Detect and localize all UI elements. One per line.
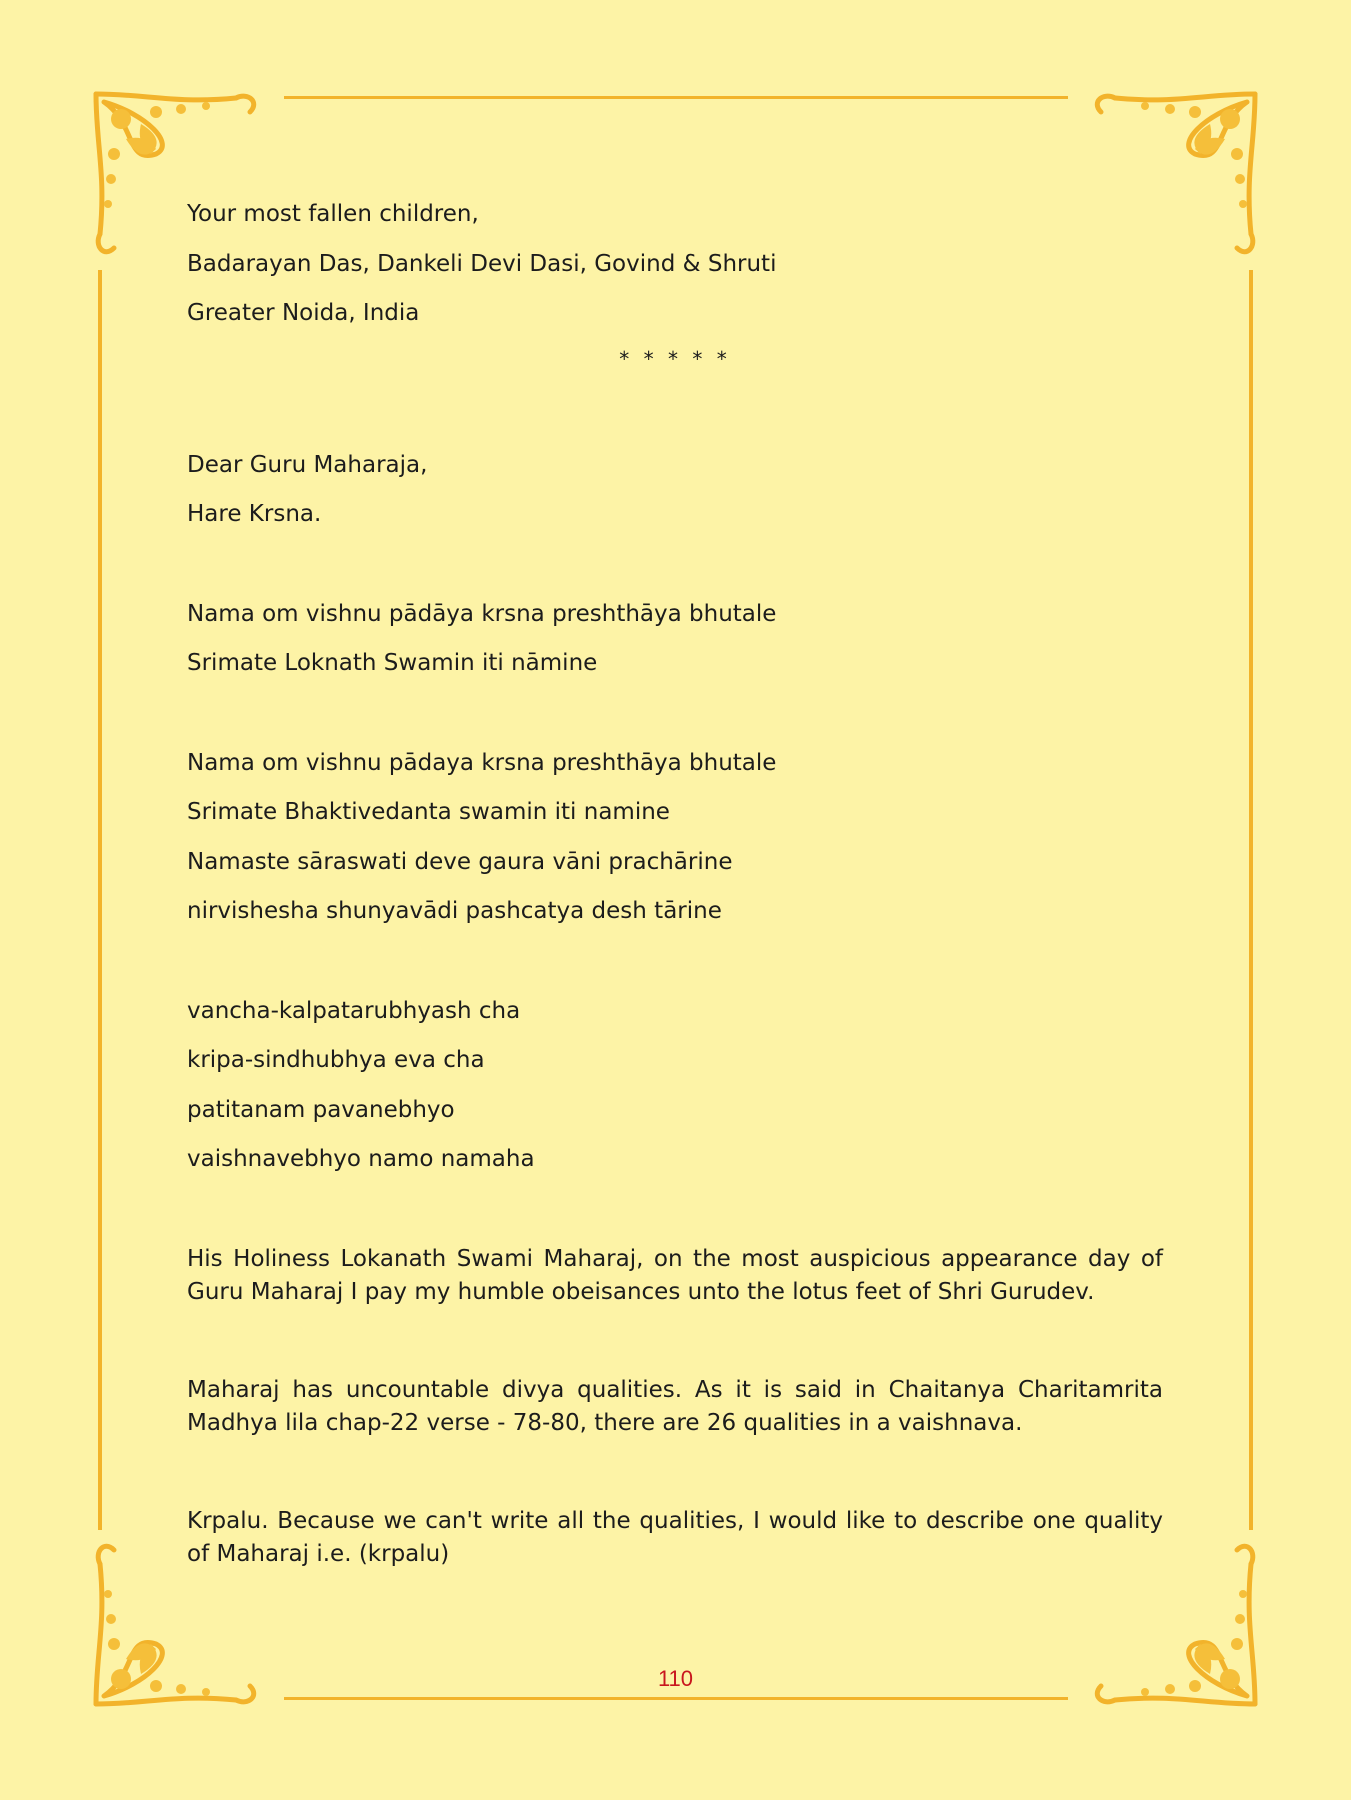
body-paragraph: His Holiness Lokanath Swami Maharaj, on the most auspicious appearance day of Guru Maharaj I pay my humble obeisances unto the lotus feet of Shri Gurudev. xyxy=(187,1245,1163,1305)
border-right xyxy=(1249,270,1253,1530)
border-left xyxy=(98,270,102,1530)
page-content xyxy=(187,196,1163,1636)
border-top xyxy=(284,96,1068,99)
signatories-line: Badarayan Das, Dankeli Devi Dasi, Govind & Shruti xyxy=(187,250,777,277)
greeting: Hare Krsna. xyxy=(187,501,322,527)
prayer-line: Srimate Loknath Swamin iti nāmine xyxy=(187,650,598,676)
section-separator: * * * * * xyxy=(619,346,731,371)
prayer-line: Srimate Bhaktivedanta swamin iti namine xyxy=(187,799,670,825)
prayer-line: vancha-kalpatarubhyash cha xyxy=(187,997,521,1024)
page-number: 110 xyxy=(657,1666,694,1691)
prayer-line: vaishnavebhyo namo namaha xyxy=(187,1146,535,1172)
location-line: Greater Noida, India xyxy=(187,300,420,326)
signoff-line: Your most fallen children, xyxy=(187,201,479,227)
prayer-line: Nama om vishnu pādaya krsna preshthāya bhutale xyxy=(187,749,777,776)
border-bottom xyxy=(284,1697,1068,1700)
body-paragraph: Maharaj has uncountable divya qualities. As it is said in Chaitanya Charitamrita Madhya lila chap-22 verse - 78-80, there are 26 qualities in a vaishnava. xyxy=(187,1376,1163,1436)
salutation: Dear Guru Maharaja, xyxy=(187,451,428,478)
prayer-line: nirvishesha shunyavādi pashcatya desh tārine xyxy=(187,898,722,924)
prayer-line: Nama om vishnu pādāya krsna preshthāya bhutale xyxy=(187,600,777,627)
prayer-line: patitanam pavanebhyo xyxy=(187,1096,455,1123)
prayer-line: Namaste sāraswati deve gaura vāni prachārine xyxy=(187,848,733,875)
body-paragraph: Krpalu. Because we can't write all the qualities, I would like to describe one quality of Maharaj i.e. (krpalu) xyxy=(187,1507,1163,1567)
prayer-line: kripa-sindhubhya eva cha xyxy=(187,1047,485,1073)
